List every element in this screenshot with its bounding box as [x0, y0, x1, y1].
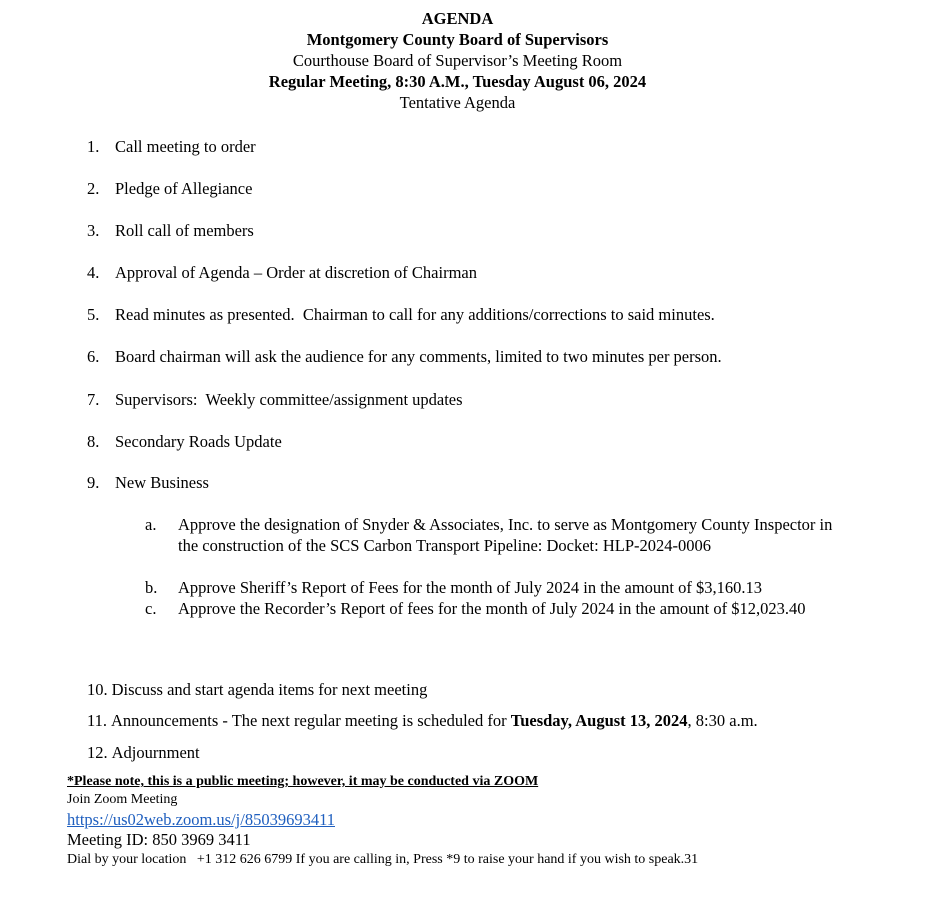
item-text: Pledge of Allegiance	[115, 179, 253, 198]
meeting-id: Meeting ID: 850 3969 3411	[67, 830, 251, 849]
agenda-item	[87, 263, 477, 283]
agenda-item	[87, 390, 463, 410]
zoom-link[interactable]: https://us02web.zoom.us/j/85039693411	[67, 810, 335, 829]
item-number: 6.	[87, 347, 100, 366]
agenda-item	[87, 305, 715, 325]
meeting-location: Courthouse Board of Supervisor’s Meeting Room	[292, 51, 623, 70]
sub-item	[145, 514, 845, 556]
item-text: Call meeting to order	[115, 137, 256, 156]
sub-item-letter: b.	[145, 578, 158, 597]
item-number: 5.	[87, 305, 100, 324]
agenda-header	[0, 8, 915, 113]
agenda-item	[87, 432, 282, 452]
zoom-info	[67, 773, 698, 870]
public-meeting-note: *Please note, this is a public meeting; however, it may be conducted via ZOOM	[67, 774, 539, 789]
item-number: 10.	[87, 680, 108, 699]
item-number: 4.	[87, 263, 100, 282]
item-text: Discuss and start agenda items for next meeting	[111, 680, 428, 699]
sub-item	[145, 577, 845, 598]
item-text: New Business	[115, 473, 209, 492]
sub-item-text: Approve Sheriff’s Report of Fees for the month of July 2024 in the amount of $3,160.13	[178, 578, 762, 597]
agenda-item	[87, 473, 209, 493]
sub-item	[145, 598, 845, 619]
item-number: 11.	[87, 711, 108, 730]
item-text-end: , 8:30 a.m.	[687, 711, 758, 730]
item-number: 12.	[87, 743, 108, 762]
sub-item-letter: c.	[145, 599, 157, 618]
item-number: 2.	[87, 179, 100, 198]
agenda-subtitle: Tentative Agenda	[399, 93, 516, 112]
item-text: Roll call of members	[115, 221, 254, 240]
sub-item-text: Approve the Recorder’s Report of fees for the month of July 2024 in the amount of $12,023.40	[178, 599, 806, 618]
organization-name: Montgomery County Board of Supervisors	[306, 30, 609, 49]
agenda-item	[87, 680, 427, 700]
item-text: Read minutes as presented. Chairman to call for any additions/corrections to said minutes.	[115, 305, 715, 324]
join-zoom-label: Join Zoom Meeting	[67, 792, 178, 807]
item-number: 1.	[87, 137, 100, 156]
item-number: 7.	[87, 390, 100, 409]
agenda-title: AGENDA	[421, 9, 494, 28]
sub-item-letter: a.	[145, 515, 157, 534]
item-text: Announcements - The next regular meeting is scheduled for	[111, 711, 511, 730]
agenda-item	[87, 221, 254, 241]
item-number: 3.	[87, 221, 100, 240]
agenda-item	[87, 179, 252, 199]
item-number: 9.	[87, 473, 100, 492]
sub-item-text: Approve the designation of Snyder & Associates, Inc. to serve as Montgomery County Inspector in the construction of the SCS Carbon Transport Pipeline: Docket: HLP-2024-0006	[178, 515, 833, 555]
item-text: Supervisors: Weekly committee/assignment updates	[115, 390, 463, 409]
agenda-item	[87, 347, 722, 367]
item-text: Approval of Agenda – Order at discretion of Chairman	[115, 263, 477, 282]
item-number: 8.	[87, 432, 100, 451]
item-text: Adjournment	[111, 743, 200, 762]
dial-in-info: Dial by your location +1 312 626 6799 If you are calling in, Press *9 to raise your hand if you wish to speak.31	[67, 852, 699, 867]
item-text: Secondary Roads Update	[115, 432, 282, 451]
agenda-item	[87, 743, 200, 763]
next-meeting-date: Tuesday, August 13, 2024	[510, 711, 688, 730]
item-text: Board chairman will ask the audience for any comments, limited to two minutes per person.	[115, 347, 722, 366]
meeting-datetime: Regular Meeting, 8:30 A.M., Tuesday August 06, 2024	[268, 72, 647, 91]
agenda-item	[87, 137, 256, 157]
agenda-item	[87, 711, 758, 731]
